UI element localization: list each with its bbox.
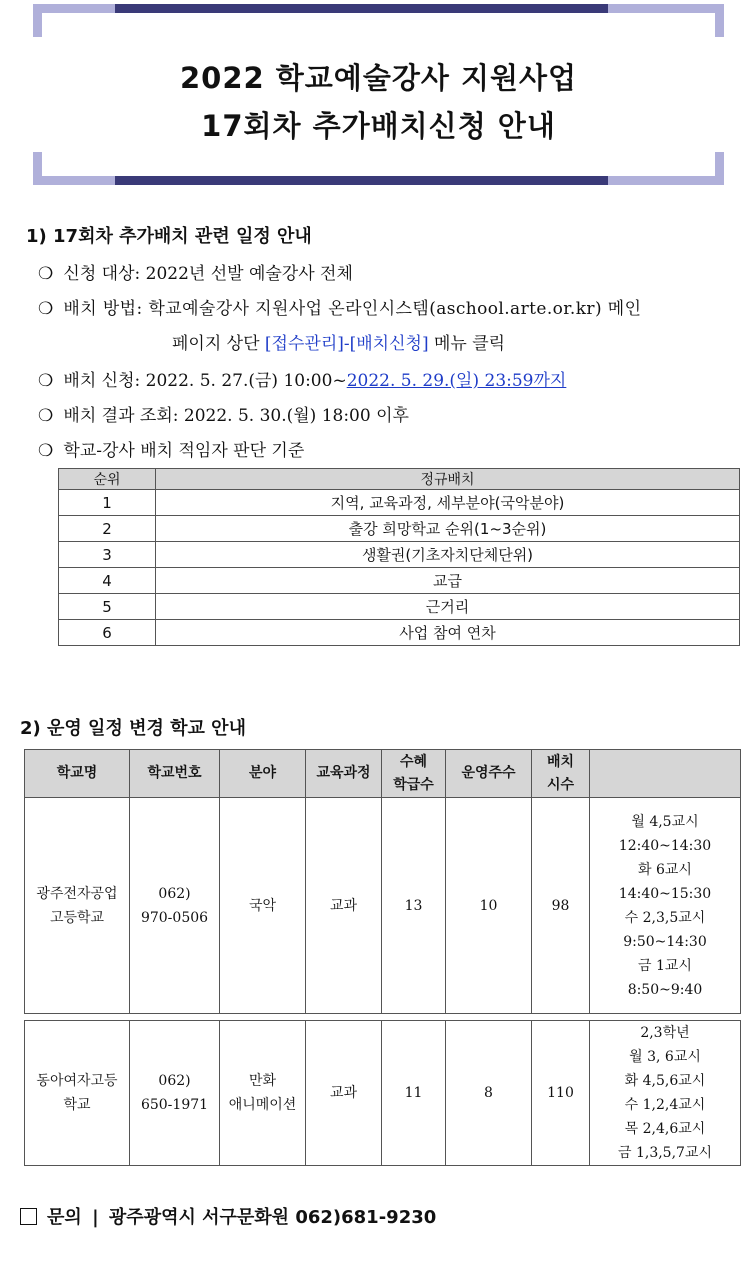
schedule-item-target: ❍ 신청 대상: 2022년 선발 예술강사 전체 bbox=[38, 264, 353, 284]
criteria-cell: 사업 참여 연차 bbox=[156, 620, 740, 646]
table-row bbox=[59, 490, 740, 516]
table-header-row bbox=[25, 750, 741, 798]
school-weeks: 10 bbox=[446, 798, 532, 1014]
schedule-item-method: ❍ 배치 방법: 학교예술강사 지원사업 온라인시스템(aschool.arte.or.kr) 메인 bbox=[38, 299, 642, 319]
table-row bbox=[59, 568, 740, 594]
circle-bullet-icon: ❍ bbox=[38, 371, 54, 391]
criteria-cell: 교급 bbox=[156, 568, 740, 594]
school-classes: 13 bbox=[382, 798, 446, 1014]
school-field: 국악 bbox=[220, 798, 306, 1014]
contact-footer: 문의 | 광주광역시 서구문화원 062)681-9230 bbox=[20, 1203, 436, 1229]
title-top-bar bbox=[33, 4, 724, 13]
title-line-1: 2022 학교예술강사 지원사업 bbox=[179, 61, 578, 95]
circle-bullet-icon: ❍ bbox=[38, 264, 54, 284]
table-row bbox=[59, 620, 740, 646]
title-box bbox=[33, 4, 724, 185]
criteria-cell: 출강 희망학교 순위(1~3순위) bbox=[156, 516, 740, 542]
criteria-table bbox=[58, 468, 740, 646]
criteria-cell: 생활권(기초자치단체단위) bbox=[156, 542, 740, 568]
header-classes: 수혜 학급수 bbox=[382, 750, 446, 798]
header-school-number: 학교번호 bbox=[130, 750, 220, 798]
school-name: 광주전자공업 고등학교 bbox=[25, 798, 130, 1014]
schedule-item-criteria: ❍ 학교-강사 배치 적임자 판단 기준 bbox=[38, 441, 305, 461]
school-field: 만화 애니메이션 bbox=[220, 1021, 306, 1166]
header-course: 교육과정 bbox=[306, 750, 382, 798]
circle-bullet-icon: ❍ bbox=[38, 406, 54, 426]
school-weeks: 8 bbox=[446, 1021, 532, 1166]
title-bottom-bar bbox=[33, 176, 724, 185]
section1-heading: 1) 17회차 추가배치 관련 일정 안내 bbox=[26, 226, 312, 247]
rank-cell: 1 bbox=[59, 490, 156, 516]
schedule-item-result: ❍ 배치 결과 조회: 2022. 5. 30.(월) 18:00 이후 bbox=[38, 406, 409, 426]
header-field: 분야 bbox=[220, 750, 306, 798]
table-row bbox=[25, 798, 741, 1014]
checkbox-icon bbox=[20, 1208, 37, 1225]
table-header-cell: 순위 bbox=[59, 469, 156, 490]
school-table-2 bbox=[24, 1020, 741, 1166]
header-weeks: 운영주수 bbox=[446, 750, 532, 798]
school-schedule: 2,3학년 월 3, 6교시 화 4,5,6교시 수 1,2,4교시 목 2,4,6교시 금 1,3,5,7교시 bbox=[590, 1021, 741, 1166]
school-classes: 11 bbox=[382, 1021, 446, 1166]
schedule-item-apply: ❍ 배치 신청: 2022. 5. 27.(금) 10:00~2022. 5. 29.(일) 23:59까지 bbox=[38, 371, 567, 391]
deadline-link[interactable]: 2022. 5. 29.(일) 23:59까지 bbox=[346, 371, 567, 391]
school-hours: 98 bbox=[532, 798, 590, 1014]
rank-cell: 3 bbox=[59, 542, 156, 568]
criteria-cell: 지역, 교육과정, 세부분야(국악분야) bbox=[156, 490, 740, 516]
header-schedule bbox=[590, 750, 741, 798]
rank-cell: 5 bbox=[59, 594, 156, 620]
school-name: 동아여자고등 학교 bbox=[25, 1021, 130, 1166]
criteria-cell: 근거리 bbox=[156, 594, 740, 620]
header-school-name: 학교명 bbox=[25, 750, 130, 798]
table-row bbox=[59, 542, 740, 568]
header-hours: 배치 시수 bbox=[532, 750, 590, 798]
title-line-2: 17회차 추가배치신청 안내 bbox=[201, 109, 556, 143]
table-row bbox=[25, 1021, 741, 1166]
menu-path-link[interactable]: [접수관리]-[배치신청] bbox=[264, 334, 429, 354]
table-row bbox=[59, 516, 740, 542]
circle-bullet-icon: ❍ bbox=[38, 441, 54, 461]
school-course: 교과 bbox=[306, 798, 382, 1014]
school-phone: 062) 970-0506 bbox=[130, 798, 220, 1014]
contact-info: 광주광역시 서구문화원 062)681-9230 bbox=[108, 1207, 437, 1228]
school-schedule: 월 4,5교시 12:40~14:30 화 6교시 14:40~15:30 수 2,3,5교시 9:50~14:30 금 1교시 8:50~9:40 bbox=[590, 798, 741, 1014]
rank-cell: 2 bbox=[59, 516, 156, 542]
separator-icon: | bbox=[92, 1207, 99, 1228]
rank-cell: 6 bbox=[59, 620, 156, 646]
circle-bullet-icon: ❍ bbox=[38, 299, 54, 319]
table-header-row bbox=[59, 469, 740, 490]
school-table-1 bbox=[24, 749, 741, 1014]
table-header-cell: 정규배치 bbox=[156, 469, 740, 490]
school-hours: 110 bbox=[532, 1021, 590, 1166]
school-course: 교과 bbox=[306, 1021, 382, 1166]
schedule-item-method-cont: 페이지 상단 [접수관리]-[배치신청] 메뉴 클릭 bbox=[172, 334, 506, 354]
school-phone: 062) 650-1971 bbox=[130, 1021, 220, 1166]
table-row bbox=[59, 594, 740, 620]
rank-cell: 4 bbox=[59, 568, 156, 594]
section2-heading: 2) 운영 일정 변경 학교 안내 bbox=[20, 718, 246, 739]
